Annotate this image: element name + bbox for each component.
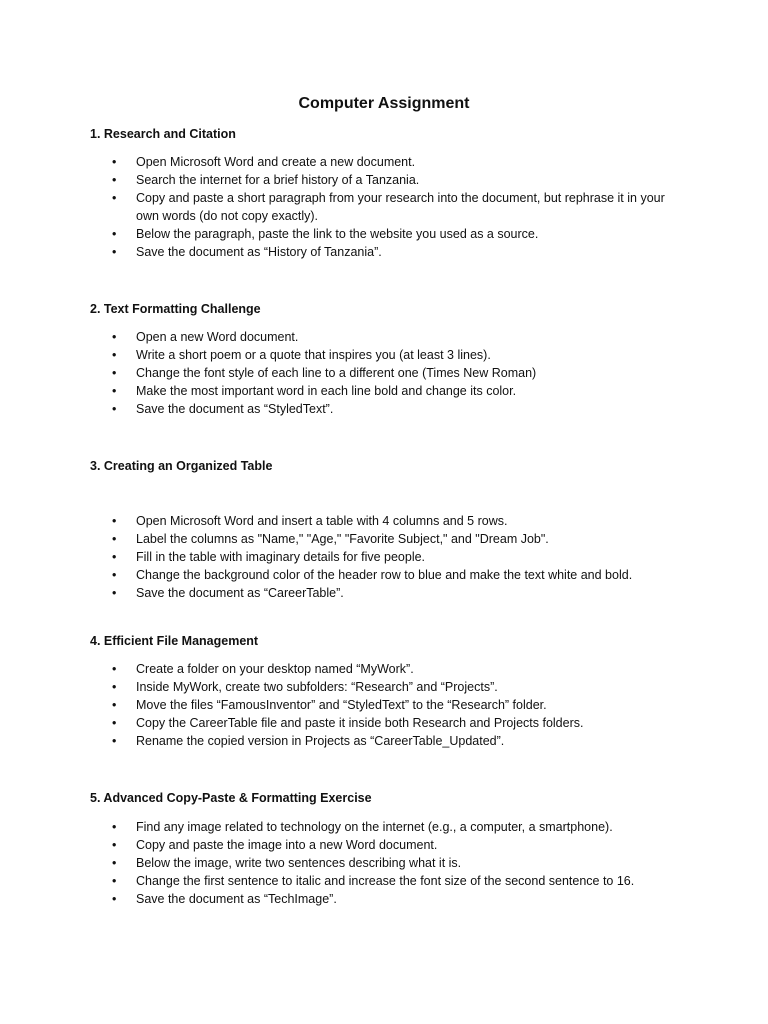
list-item — [0, 548, 768, 566]
list-item — [0, 243, 768, 261]
list-item — [0, 818, 768, 836]
list-item — [0, 346, 768, 364]
list-item-text: Search the internet for a brief history of a Tanzania. — [136, 173, 420, 187]
bullet-icon: • — [112, 348, 117, 362]
list-item — [0, 696, 768, 714]
bullet-icon: • — [112, 734, 117, 748]
bullet-icon: • — [112, 173, 117, 187]
list-item — [0, 225, 768, 243]
section-heading-organized-table: 3. Creating an Organized Table — [90, 459, 273, 473]
list-item — [0, 530, 768, 548]
list-item-text: Move the files “FamousInventor” and “StyledText” to the “Research” folder. — [136, 698, 547, 712]
bullet-icon: • — [112, 698, 117, 712]
list-item — [0, 382, 768, 400]
list-item — [0, 714, 768, 732]
section-list-organized-table — [0, 512, 768, 602]
bullet-icon: • — [112, 568, 117, 582]
bullet-icon: • — [112, 514, 117, 528]
section-heading-copy-paste-formatting: 5. Advanced Copy-Paste & Formatting Exercise — [90, 791, 372, 805]
section-heading-file-management: 4. Efficient File Management — [90, 634, 259, 648]
bullet-icon: • — [112, 838, 117, 852]
bullet-icon: • — [112, 550, 117, 564]
bullet-icon: • — [112, 662, 117, 676]
list-item-text: Make the most important word in each line bold and change its color. — [136, 384, 517, 398]
list-item — [0, 328, 768, 346]
list-item-text: Below the paragraph, paste the link to the website you used as a source. — [136, 227, 539, 241]
list-item — [0, 171, 768, 189]
list-item-text: Open Microsoft Word and create a new document. — [136, 155, 416, 169]
bullet-icon: • — [112, 856, 117, 870]
list-item — [0, 364, 768, 382]
bullet-icon: • — [112, 330, 117, 344]
list-item-text: Find any image related to technology on the internet (e.g., a computer, a smartphone). — [136, 820, 613, 834]
list-item-text: Open Microsoft Word and insert a table with 4 columns and 5 rows. — [136, 514, 508, 528]
bullet-icon: • — [112, 366, 117, 380]
list-item-text: Save the document as “CareerTable”. — [136, 586, 344, 600]
bullet-icon: • — [112, 892, 117, 906]
document-title: Computer Assignment — [298, 95, 470, 112]
list-item-text: Copy and paste a short paragraph from your research into the document, but rephrase it in your own words (do not copy exactly). — [136, 191, 665, 223]
section-list-text-formatting — [0, 328, 768, 418]
bullet-icon: • — [112, 191, 117, 205]
list-item — [0, 566, 768, 584]
list-item-text: Write a short poem or a quote that inspires you (at least 3 lines). — [136, 348, 491, 362]
list-item — [0, 836, 768, 854]
list-item-text: Below the image, write two sentences describing what it is. — [136, 856, 462, 870]
list-item-text: Save the document as “StyledText”. — [136, 402, 334, 416]
bullet-icon: • — [112, 874, 117, 888]
bullet-icon: • — [112, 384, 117, 398]
list-item — [0, 189, 768, 225]
list-item — [0, 732, 768, 750]
section-heading-research-citation: 1. Research and Citation — [90, 127, 236, 141]
list-item-text: Create a folder on your desktop named “MyWork”. — [136, 662, 414, 676]
list-item-text: Save the document as “TechImage”. — [136, 892, 337, 906]
list-item — [0, 512, 768, 530]
bullet-icon: • — [112, 716, 117, 730]
list-item — [0, 400, 768, 418]
list-item — [0, 872, 768, 890]
list-item-text: Copy and paste the image into a new Word document. — [136, 838, 438, 852]
bullet-icon: • — [112, 532, 117, 546]
list-item-text: Change the first sentence to italic and increase the font size of the second sentence to 16. — [136, 874, 635, 888]
list-item-text: Change the font style of each line to a different one (Times New Roman) — [136, 366, 537, 380]
list-item — [0, 153, 768, 171]
bullet-icon: • — [112, 586, 117, 600]
section-list-research-citation — [0, 153, 768, 261]
bullet-icon: • — [112, 155, 117, 169]
bullet-icon: • — [112, 227, 117, 241]
list-item-text: Open a new Word document. — [136, 330, 299, 344]
bullet-icon: • — [112, 245, 117, 259]
list-item-text: Rename the copied version in Projects as “CareerTable_Updated”. — [136, 734, 505, 748]
list-item — [0, 890, 768, 908]
bullet-icon: • — [112, 820, 117, 834]
list-item — [0, 660, 768, 678]
list-item — [0, 854, 768, 872]
section-heading-text-formatting: 2. Text Formatting Challenge — [90, 302, 261, 316]
list-item-text: Label the columns as "Name," "Age," "Favorite Subject," and "Dream Job". — [136, 532, 549, 546]
list-item-text: Copy the CareerTable file and paste it inside both Research and Projects folders. — [136, 716, 584, 730]
list-item-text: Inside MyWork, create two subfolders: “Research” and “Projects”. — [136, 680, 498, 694]
list-item-text: Save the document as “History of Tanzania”. — [136, 245, 382, 259]
list-item — [0, 678, 768, 696]
list-item-text: Change the background color of the header row to blue and make the text white and bold. — [136, 568, 633, 582]
list-item — [0, 584, 768, 602]
list-item-text: Fill in the table with imaginary details for five people. — [136, 550, 426, 564]
bullet-icon: • — [112, 680, 117, 694]
section-list-file-management — [0, 660, 768, 750]
bullet-icon: • — [112, 402, 117, 416]
section-list-copy-paste-formatting — [0, 818, 768, 908]
